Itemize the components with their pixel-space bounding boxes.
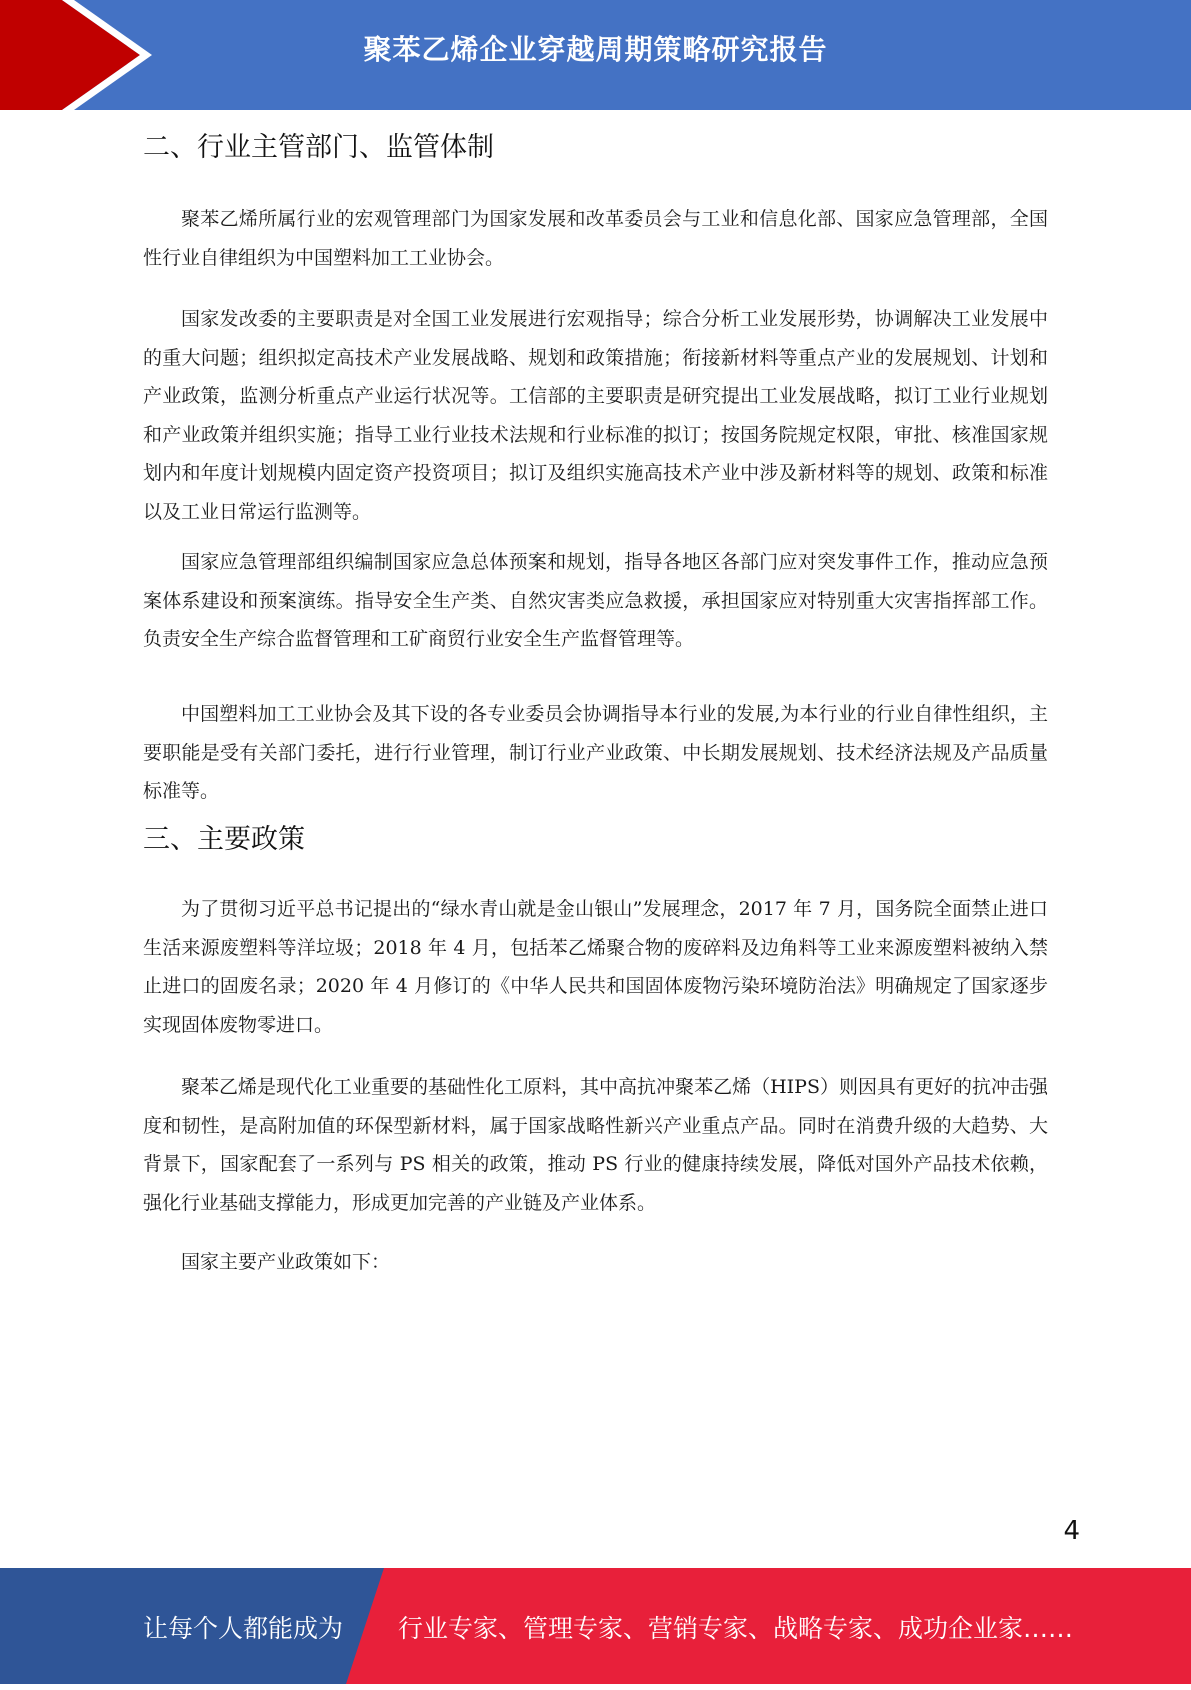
footer-slogan-right: 行业专家、管理专家、营销专家、战略专家、成功企业家…… bbox=[398, 1614, 1074, 1643]
paragraph: 国家主要产业政策如下： bbox=[181, 1251, 391, 1273]
paragraph: 为了贯彻习近平总书记提出的“绿水青山就是金山银山”发展理念，2017 年 7 月，国务院全面禁止进口生活来源废塑料等洋垃圾；2018 年 4 月，包括苯乙烯聚合物的废碎料及边角料等工业来源废塑料被纳入禁止进口的固废名录；2020 年 4 月修订的《中华人民共和国固体废物污染环境防治法》明确规定了国家逐步实现固体废物零进口。 bbox=[143, 898, 1048, 1036]
paragraph: 聚苯乙烯所属行业的宏观管理部门为国家发展和改革委员会与工业和信息化部、国家应急管理部，全国性行业自律组织为中国塑料加工工业协会。 bbox=[143, 208, 1048, 269]
section-heading-policies: 三、主要政策 bbox=[143, 824, 305, 855]
section-heading-regulation: 二、行业主管部门、监管体制 bbox=[143, 132, 494, 163]
page-footer bbox=[0, 1568, 1191, 1684]
paragraph: 聚苯乙烯是现代化工业重要的基础性化工原料，其中高抗冲聚苯乙烯（HIPS）则因具有更好的抗冲击强度和韧性，是高附加值的环保型新材料，属于国家战略性新兴产业重点产品。同时在消费升级的大趋势、大背景下，国家配套了一系列与 PS 相关的政策，推动 PS 行业的健康持续发展，降低对国外产品技术依赖，强化行业基础支撑能力，形成更加完善的产业链及产业体系。 bbox=[143, 1076, 1048, 1214]
footer-slogan-left: 让每个人都能成为 bbox=[143, 1614, 344, 1643]
report-title: 聚苯乙烯企业穿越周期策略研究报告 bbox=[363, 33, 828, 66]
paragraph: 中国塑料加工工业协会及其下设的各专业委员会协调指导本行业的发展,为本行业的行业自律性组织，主要职能是受有关部门委托，进行行业管理，制订行业产业政策、中长期发展规划、技术经济法规及产品质量标准等。 bbox=[143, 703, 1048, 802]
paragraph: 国家发改委的主要职责是对全国工业发展进行宏观指导；综合分析工业发展形势，协调解决工业发展中的重大问题；组织拟定高技术产业发展战略、规划和政策措施；衔接新材料等重点产业的发展规划、计划和产业政策，监测分析重点产业运行状况等。工信部的主要职责是研究提出工业发展战略，拟订工业行业规划和产业政策并组织实施；指导工业行业技术法规和行业标准的拟订；按国务院规定权限，审批、核准国家规划内和年度计划规模内固定资产投资项目；拟订及组织实施高技术产业中涉及新材料等的规划、政策和标准以及工业日常运行监测等。 bbox=[143, 308, 1048, 523]
paragraph: 国家应急管理部组织编制国家应急总体预案和规划，指导各地区各部门应对突发事件工作，推动应急预案体系建设和预案演练。指导安全生产类、自然灾害类应急救援，承担国家应对特别重大灾害指挥部工作。负责安全生产综合监督管理和工矿商贸行业安全生产监督管理等。 bbox=[143, 551, 1048, 650]
page-header bbox=[0, 0, 1191, 110]
page-number: 4 bbox=[1063, 1516, 1080, 1546]
